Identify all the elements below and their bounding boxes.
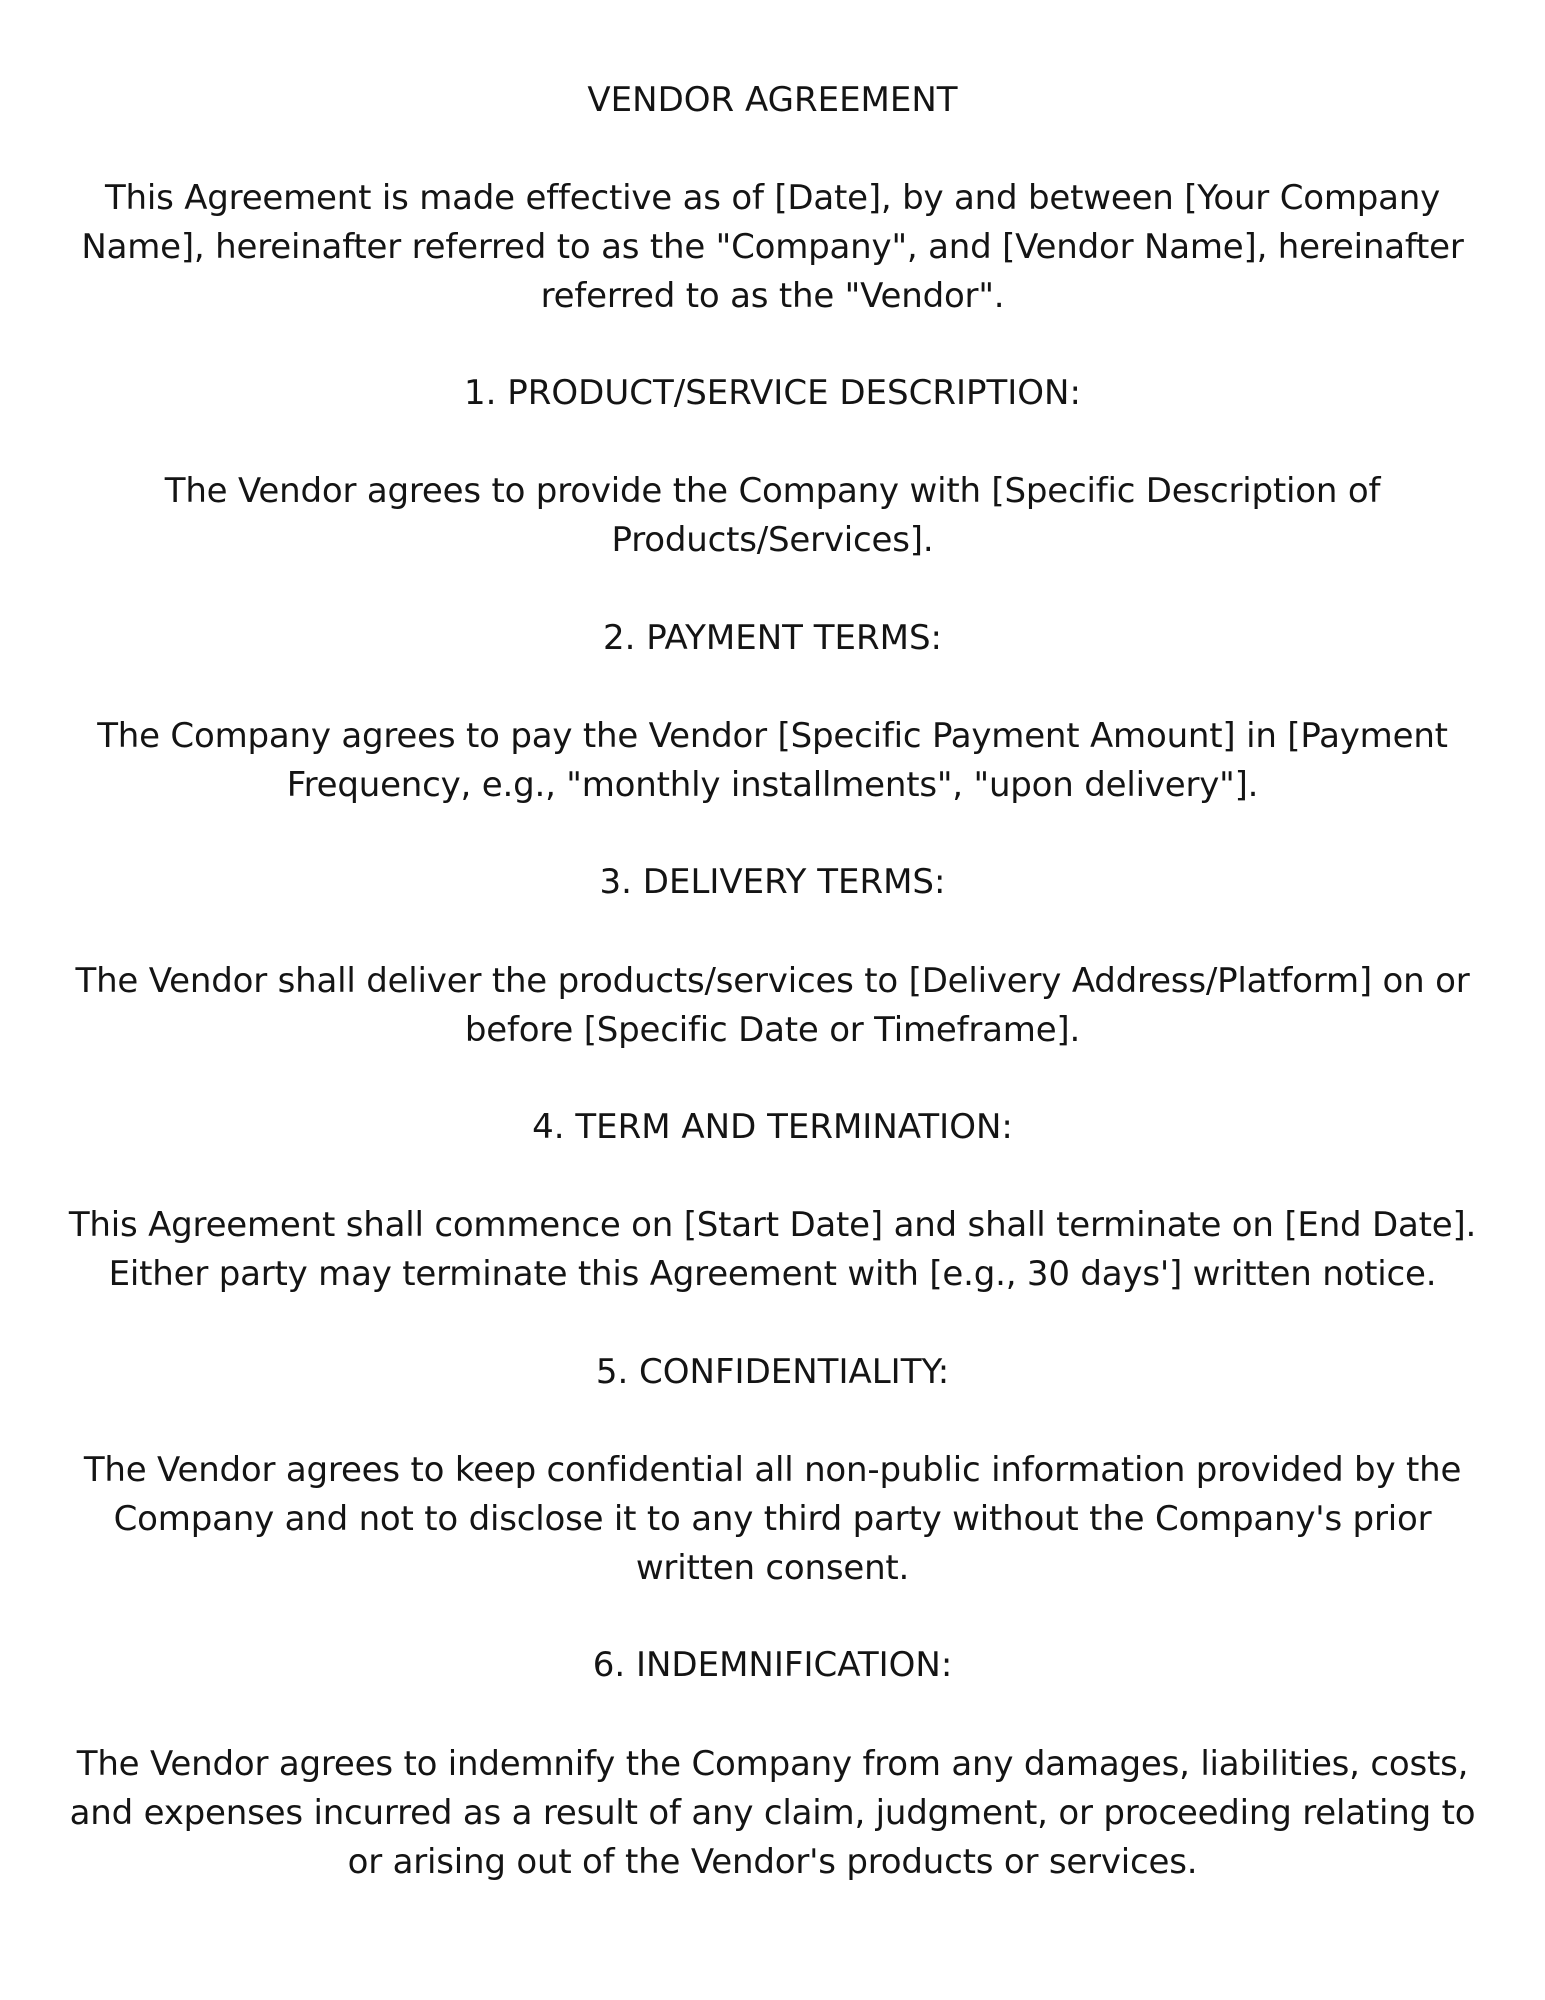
section-3-body: The Vendor shall deliver the products/services to [Delivery Address/Platform] on or before [Specific Date or Timeframe].: [75, 961, 1470, 1050]
section-2-heading: 2. PAYMENT TERMS:: [602, 618, 943, 658]
section-6-body: The Vendor agrees to indemnify the Company from any damages, liabilities, costs, and expenses incurred as a result of any claim, judgment, or proceeding relating to or arising out of the Vendor's products or services.: [69, 1744, 1476, 1882]
section-4-heading: 4. TERM AND TERMINATION:: [532, 1107, 1013, 1147]
section-4-body: This Agreement shall commence on [Start Date] and shall terminate on [End Date]. Either party may terminate this Agreement with [e.g., 30 days'] written notice.: [68, 1205, 1477, 1294]
section-5-heading: 5. CONFIDENTIALITY:: [595, 1352, 950, 1392]
intro-paragraph: This Agreement is made effective as of [Date], by and between [Your Company Name], hereinafter referred to as the "Company", and [Vendor Name], hereinafter referred to as the "Vendor".: [81, 178, 1464, 316]
section-2-body: The Company agrees to pay the Vendor [Specific Payment Amount] in [Payment Frequency, e.g., "monthly installments", "upon delivery"].: [97, 716, 1448, 805]
section-6-heading: 6. INDEMNIFICATION:: [592, 1645, 953, 1685]
section-5-body: The Vendor agrees to keep confidential all non-public information provided by the Company and not to disclose it to any third party without the Company's prior written consent.: [83, 1450, 1462, 1588]
document-title: VENDOR AGREEMENT: [587, 80, 958, 120]
section-1-heading: 1. PRODUCT/SERVICE DESCRIPTION:: [464, 373, 1081, 413]
section-1-body: The Vendor agrees to provide the Company with [Specific Description of Products/Services].: [164, 471, 1381, 560]
section-3-heading: 3. DELIVERY TERMS:: [599, 862, 946, 902]
